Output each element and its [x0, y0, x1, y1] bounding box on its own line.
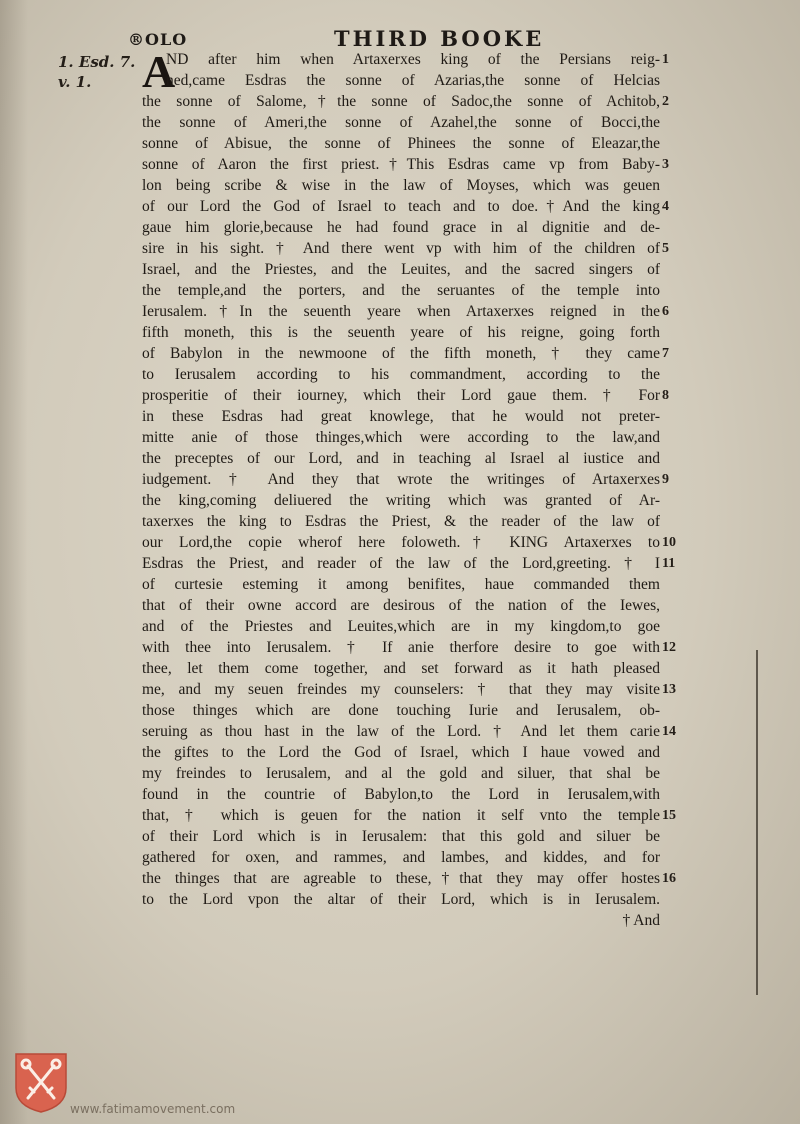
verse-number: 13: [662, 682, 676, 697]
text-line: lon being scribe & wise in the law of Moyses, which was geuen: [142, 177, 660, 194]
text-line: those thinges which are done touching Iurie and Ierusalem, ob-: [142, 702, 660, 719]
verse-number: 14: [662, 724, 676, 739]
body-text: [142, 46, 660, 931]
text-line: found in the countrie of Babylon,to the Lord in Ierusalem,with: [142, 786, 660, 803]
text-line: ned,came Esdras the sonne of Azarias,the sonne of Helcias: [166, 72, 660, 89]
text-line: the giftes to the Lord the God of Israel, which I haue vowed and: [142, 744, 660, 761]
text-line: the sonne of Salome,†the sonne of Sadoc,the sonne of Achitob,: [142, 93, 660, 110]
page-shadow: [0, 0, 28, 1124]
text-line: sonne of Aaron the first priest.†This Esdras came vp from Baby-: [142, 156, 660, 173]
verse-number: 15: [662, 808, 676, 823]
text-line: our Lord,the copie wherof here foloweth.† KING Artaxerxes to: [142, 534, 660, 551]
verse-number: 1: [662, 52, 669, 67]
text-line: that of their owne accord are desirous of the nation of the Iewes,: [142, 597, 660, 614]
text-line: with thee into Ierusalem. † If anie therfore desire to goe with: [142, 639, 660, 656]
margin-ref: 1. Esd. 7.: [58, 53, 136, 71]
text-line: to Ierusalem according to his commandment, according to the: [142, 366, 660, 383]
text-line: ND after him when Artaxerxes king of the Persians reig-: [166, 51, 660, 68]
text-line: sonne of Abisue, the sonne of Phinees the sonne of Eleazar,the: [142, 135, 660, 152]
text-line: seruing as thou hast in the law of the Lord. † And let them carie: [142, 723, 660, 740]
verse-number: 4: [662, 199, 669, 214]
watermark-logo: [14, 1052, 68, 1114]
margin-ref: v. 1.: [58, 73, 92, 91]
watermark-url: www.fatimamovement.com: [70, 1102, 236, 1116]
text-line: of curtesie esteming it among benifites, haue commanded them: [142, 576, 660, 593]
verse-number: 12: [662, 640, 676, 655]
verse-number: 3: [662, 157, 669, 172]
text-line: gathered for oxen, and rammes, and lambes, and kiddes, and for: [142, 849, 660, 866]
text-line: gaue him glorie,because he had found grace in al dignitie and de-: [142, 219, 660, 236]
verse-number: 6: [662, 304, 669, 319]
text-line: the temple,and the porters, and the seruantes of the temple into: [142, 282, 660, 299]
folio-number: ®OLO: [128, 30, 188, 49]
text-line: † And: [622, 912, 660, 929]
text-line: prosperitie of their iourney, which their Lord gaue them. † For: [142, 387, 660, 404]
text-line: my freindes to Ierusalem, and al the gold and siluer, that shal be: [142, 765, 660, 782]
text-line: of Babylon in the newmoone of the fifth moneth, † they came: [142, 345, 660, 362]
text-line: that, † which is geuen for the nation it self vnto the temple: [142, 807, 660, 824]
verse-number: 7: [662, 346, 669, 361]
text-line: the king,coming deliuered the writing which was granted of Ar-: [142, 492, 660, 509]
text-line: and of the Priestes and Leuites,which are in my kingdom,to goe: [142, 618, 660, 635]
text-line: to the Lord vpon the altar of their Lord, which is in Ierusalem.: [142, 891, 660, 908]
verse-number: 11: [662, 556, 676, 571]
text-line: of our Lord the God of Israel to teach and to doe.†And the king: [142, 198, 660, 215]
text-line: Israel, and the Priestes, and the Leuites, and the sacred singers of: [142, 261, 660, 278]
text-line: the sonne of Ameri,the sonne of Azahel,the sonne of Bocci,the: [142, 114, 660, 131]
text-line: in these Esdras had great knowlege, that he would not preter-: [142, 408, 660, 425]
verse-number: 8: [662, 388, 669, 403]
text-line: of their Lord which is in Ierusalem: that this gold and siluer be: [142, 828, 660, 845]
marginal-references: [58, 52, 138, 92]
verse-number: 2: [662, 94, 669, 109]
text-line: the preceptes of our Lord, and in teaching al Israel al iustice and: [142, 450, 660, 467]
text-line: mitte anie of those thinges,which were according to the law,and: [142, 429, 660, 446]
papal-keys-icon: [14, 1052, 68, 1114]
text-line: iudgement. † And they that wrote the writinges of Artaxerxes: [142, 471, 660, 488]
text-line: the thinges that are agreable to these,†that they may offer hostes: [142, 870, 660, 887]
text-line: sire in his sight. † And there went vp with him of the children of: [142, 240, 660, 257]
text-line: Esdras the Priest, and reader of the law of the Lord,greeting. † I: [142, 555, 660, 572]
text-line: fifth moneth, this is the seuenth yeare of his reigne, going forth: [142, 324, 660, 341]
text-line: taxerxes the king to Esdras the Priest, & the reader of the law of: [142, 513, 660, 530]
verse-number: 5: [662, 241, 669, 256]
verse-number: 9: [662, 472, 669, 487]
running-title: THIRD BOOKE: [334, 26, 545, 51]
verse-number: 16: [662, 871, 676, 886]
text-line: me, and my seuen freindes my counselers: † that they may visite: [142, 681, 660, 698]
margin-rule: [756, 650, 758, 995]
drop-cap: A: [142, 46, 176, 97]
verse-number: 10: [662, 535, 676, 550]
text-line: Ierusalem.†In the seuenth yeare when Artaxerxes reigned in the: [142, 303, 660, 320]
text-line: thee, let them come together, and set forward as it hath pleased: [142, 660, 660, 677]
